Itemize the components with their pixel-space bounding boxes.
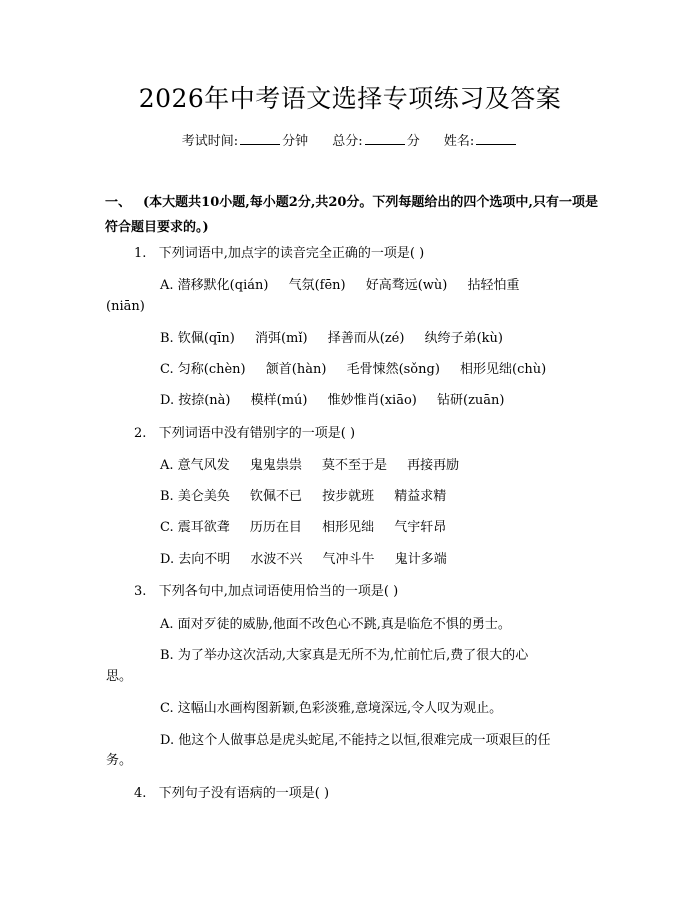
option-label: B. <box>160 648 174 663</box>
option-item: 历历在目 <box>249 520 302 535</box>
option-text: 这幅山水画构图新颖,色彩淡雅,意境深远,令人叹为观止。 <box>177 701 503 716</box>
option-row <box>160 360 546 380</box>
option-text: 面对歹徒的威胁,他面不改色心不跳,真是临危不惧的勇士。 <box>177 617 511 632</box>
option-label: C. <box>160 701 174 716</box>
option-item: 毛骨悚然(sǒng) <box>346 362 440 377</box>
option-row <box>160 646 528 666</box>
option-row <box>160 456 459 476</box>
option-row <box>160 487 446 507</box>
option-label: B. <box>160 489 174 504</box>
option-label: D. <box>160 393 175 408</box>
question-stem: 2. 下列词语中没有错别字的一项是( ) <box>134 426 356 441</box>
option-item: 潜移默化(qián) <box>177 278 269 293</box>
option-row <box>160 550 447 570</box>
time-unit: 分钟 <box>282 134 309 149</box>
time-label: 考试时间: <box>181 134 239 149</box>
option-row <box>160 731 551 751</box>
option-label: A. <box>160 617 174 632</box>
option-item: 再接再励 <box>407 458 460 473</box>
option-item: 气氛(fēn) <box>288 278 346 293</box>
option-item: 相形见绌 <box>322 520 375 535</box>
option-item: 模样(mú) <box>250 393 308 408</box>
option-label: D. <box>160 733 175 748</box>
option-label: C. <box>160 520 174 535</box>
score-label: 总分: <box>332 134 363 149</box>
option-item: 相形见绌(chù) <box>460 362 547 377</box>
exam-info-line <box>0 131 700 152</box>
option-label: A. <box>160 458 174 473</box>
option-item: 水波不兴 <box>250 552 303 567</box>
option-item: 钻研(zuān) <box>437 393 505 408</box>
page-title: 2026年中考语文选择专项练习及答案 <box>138 84 562 113</box>
question-stem: 1. 下列词语中,加点字的读音完全正确的一项是( ) <box>134 246 425 261</box>
section-heading <box>105 190 605 240</box>
option-item: 意气风发 <box>177 458 230 473</box>
option-item: 消弭(mǐ) <box>254 331 308 346</box>
option-item: 钦佩不已 <box>249 489 302 504</box>
option-row <box>160 329 503 349</box>
option-row <box>160 391 505 411</box>
option-item: 择善而从(zé) <box>327 331 405 346</box>
name-label: 姓名: <box>443 134 475 149</box>
option-label: D. <box>160 552 175 567</box>
option-item: 精益求精 <box>394 489 447 504</box>
option-item: 鬼鬼祟祟 <box>249 458 302 473</box>
option-continuation: 务。 <box>106 753 133 768</box>
option-item: 好高骛远(wù) <box>365 278 448 293</box>
option-row <box>160 699 502 719</box>
option-row <box>160 615 511 635</box>
option-text: 他这个人做事总是虎头蛇尾,不能持之以恒,很难完成一项艰巨的任 <box>178 733 551 748</box>
option-continuation: (niān) <box>106 299 145 314</box>
option-item: 按捺(nà) <box>178 393 231 408</box>
time-blank <box>240 131 280 145</box>
option-item: 按步就班 <box>322 489 375 504</box>
question-stem: 4. 下列句子没有语病的一项是( ) <box>134 786 330 801</box>
section-instruction: (本大题共10小题,每小题2分,共20分。下列每题给出的四个选项中,只有一项是符合题目要求的。) <box>105 195 598 235</box>
option-label: C. <box>160 362 174 377</box>
option-item: 气冲斗牛 <box>322 552 375 567</box>
option-item: 莫不至于是 <box>321 458 387 473</box>
score-unit: 分 <box>406 134 420 149</box>
option-item: 震耳欲聋 <box>177 520 230 535</box>
time-field <box>182 134 313 149</box>
option-item: 鬼计多端 <box>394 552 447 567</box>
option-item: 气宇轩昂 <box>394 520 447 535</box>
option-item: 匀称(chèn) <box>177 362 246 377</box>
option-item: 美仑美奂 <box>177 489 230 504</box>
option-item: 纨绔子弟(kù) <box>424 331 503 346</box>
option-item: 去向不明 <box>178 552 231 567</box>
name-field <box>444 134 518 149</box>
section-number: 一、 <box>105 195 132 210</box>
option-item: 颔首(hàn) <box>265 362 327 377</box>
option-text: 为了举办这次活动,大家真是无所不为,忙前忙后,费了很大的心 <box>177 648 529 663</box>
option-item: 钦佩(qīn) <box>177 331 235 346</box>
option-label: B. <box>160 331 174 346</box>
score-field <box>332 134 424 149</box>
name-blank <box>476 131 516 145</box>
question-stem: 3. 下列各句中,加点词语使用恰当的一项是( ) <box>134 584 399 599</box>
option-row <box>160 518 446 538</box>
score-blank <box>365 131 405 145</box>
option-row <box>160 276 520 296</box>
option-item: 惟妙惟肖(xiāo) <box>327 393 417 408</box>
option-item: 拈轻怕重 <box>467 278 520 293</box>
option-label: A. <box>160 278 174 293</box>
option-continuation: 思。 <box>106 669 133 684</box>
